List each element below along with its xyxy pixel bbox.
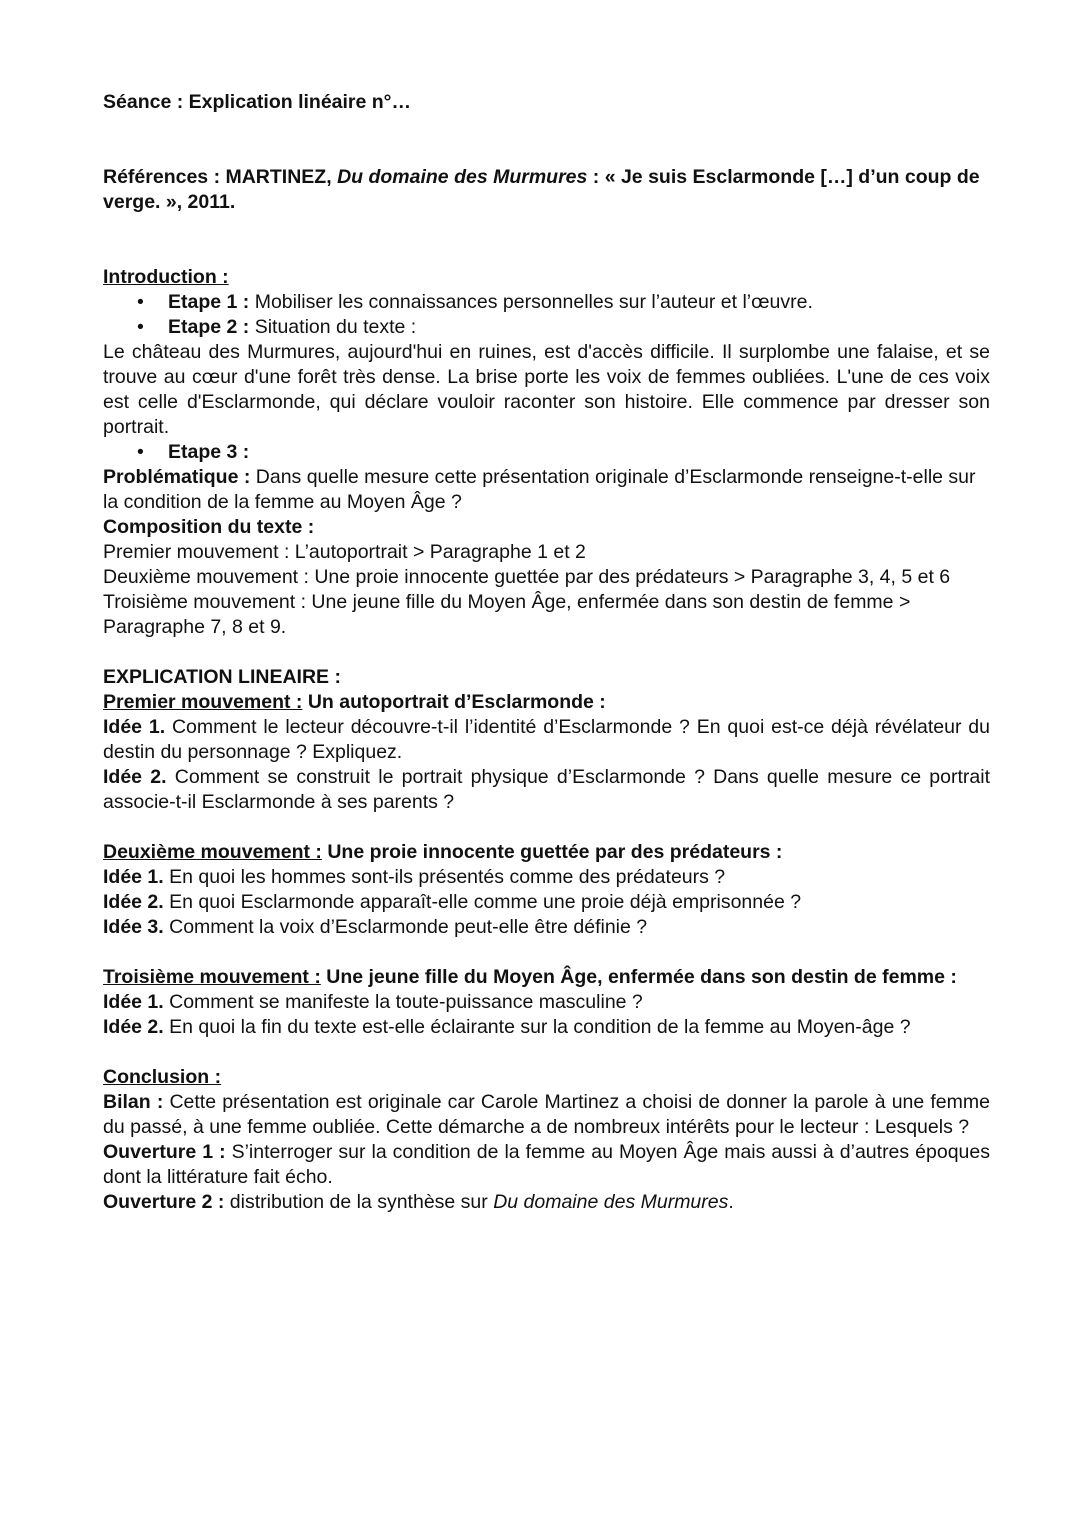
idee-item xyxy=(103,1015,990,1040)
etape-1-label: Etape 1 : xyxy=(168,291,250,313)
etape-1-text: Mobiliser les connaissances personnelles sur l’auteur et l’œuvre. xyxy=(249,291,813,313)
idee-label: Idée 2. xyxy=(103,766,167,788)
problematique-label: Problématique : xyxy=(103,466,251,488)
idee-text: Comment se manifeste la toute-puissance masculine ? xyxy=(163,991,643,1013)
etape-3 xyxy=(103,440,990,465)
idee-label: Idée 1. xyxy=(103,866,164,888)
introduction-heading: Introduction : xyxy=(103,266,229,288)
references xyxy=(103,165,990,215)
mouvement-1-heading xyxy=(103,690,990,715)
mouvement-3-title: Une jeune fille du Moyen Âge, enfermée dans son destin de femme : xyxy=(320,966,957,988)
etape-2 xyxy=(103,315,990,340)
idee-item xyxy=(103,865,990,890)
references-label: Références : MARTINEZ, xyxy=(103,166,338,188)
mouvement-1-label: Premier mouvement : xyxy=(103,691,303,713)
spacer xyxy=(103,1040,990,1065)
idee-label: Idée 1. xyxy=(103,716,166,738)
ouverture-2-text: distribution de la synthèse sur xyxy=(224,1191,494,1213)
idee-label: Idée 2. xyxy=(103,891,164,913)
idee-label: Idée 1. xyxy=(103,991,164,1013)
idee-text: En quoi Esclarmonde apparaît-elle comme une proie déjà emprisonnée ? xyxy=(163,891,802,913)
bullet-icon: • xyxy=(137,316,144,338)
mouvement-3-summary: Troisième mouvement : Une jeune fille du Moyen Âge, enfermée dans son destin de femme > Paragraphe 7, 8 et 9. xyxy=(103,591,911,638)
idee-label: Idée 3. xyxy=(103,916,164,938)
conclusion-heading: Conclusion : xyxy=(103,1066,222,1088)
spacer xyxy=(103,940,990,965)
mouvement-2-label: Deuxième mouvement : xyxy=(103,841,322,863)
idee-item xyxy=(103,715,990,765)
bilan-text: Cette présentation est originale car Carole Martinez a choisi de donner la parole à une femme du passé, à une femme oubliée. Cette démarche a de nombreux intérêts pour le lecteur : Lesquels ? xyxy=(103,1091,990,1138)
idee-text: Comment la voix d’Esclarmonde peut-elle être définie ? xyxy=(163,916,648,938)
introduction-steps xyxy=(103,290,990,340)
idee-item xyxy=(103,890,990,915)
mouvement-2-title: Une proie innocente guettée par des prédateurs : xyxy=(321,841,783,863)
introduction-steps-2 xyxy=(103,440,990,465)
problematique-text: Dans quelle mesure cette présentation originale d’Esclarmonde renseigne-t-elle sur la condition de la femme au Moyen Âge ? xyxy=(103,466,976,513)
bilan xyxy=(103,1090,990,1140)
ouverture-1-text: S’interroger sur la condition de la femme au Moyen Âge mais aussi à d’autres époques dont la littérature fait écho. xyxy=(103,1141,990,1188)
idee-item xyxy=(103,915,990,940)
mouvement-3-heading xyxy=(103,965,990,990)
composition-heading: Composition du texte : xyxy=(103,516,315,538)
ouverture-1 xyxy=(103,1140,990,1190)
bullet-icon: • xyxy=(137,441,144,463)
ouverture-1-label: Ouverture 1 : xyxy=(103,1141,226,1163)
idee-text: En quoi les hommes sont-ils présentés comme des prédateurs ? xyxy=(163,866,726,888)
ouverture-2-label: Ouverture 2 : xyxy=(103,1191,225,1213)
mouvement-3-label: Troisième mouvement : xyxy=(103,966,321,988)
idee-label: Idée 2. xyxy=(103,1016,164,1038)
situation-text: Le château des Murmures, aujourd'hui en ruines, est d'accès difficile. Il surplombe une falaise, et se trouve au cœur d'une forêt très dense. La brise porte les voix de femmes oubliées. L'une de ces voix est celle d'Esclarmonde, qui déclare vouloir raconter son histoire. Elle commence par dresser son portrait. xyxy=(103,341,990,438)
idee-text: En quoi la fin du texte est-elle éclairante sur la condition de la femme au Moyen-âge ? xyxy=(163,1016,911,1038)
mouvement-1-title: Un autoportrait d’Esclarmonde : xyxy=(302,691,606,713)
mouvement-2-heading xyxy=(103,840,990,865)
seance-title: Séance : Explication linéaire n°… xyxy=(103,91,411,113)
idee-item xyxy=(103,990,990,1015)
etape-2-text: Situation du texte : xyxy=(249,316,417,338)
references-title: Du domaine des Murmures xyxy=(337,166,588,188)
problematique xyxy=(103,465,990,515)
idee-text: Comment se construit le portrait physique d’Esclarmonde ? Dans quelle mesure ce portrait associe-t-il Esclarmonde à ses parents ? xyxy=(103,766,990,813)
references-rest: : « Je suis Esclarmonde […] d’un coup de verge. », 2011. xyxy=(103,166,980,213)
document-page xyxy=(103,90,990,1215)
bilan-label: Bilan : xyxy=(103,1091,164,1113)
ouverture-2-end: . xyxy=(728,1191,734,1213)
ouverture-2 xyxy=(103,1190,990,1215)
mouvement-1-summary: Premier mouvement : L’autoportrait > Paragraphe 1 et 2 xyxy=(103,541,586,563)
spacer xyxy=(103,640,990,665)
idee-text: Comment le lecteur découvre-t-il l’identité d’Esclarmonde ? En quoi est-ce déjà révélateur du destin du personnage ? Expliquez. xyxy=(103,716,990,763)
etape-2-label: Etape 2 : xyxy=(168,316,250,338)
etape-1 xyxy=(103,290,990,315)
idee-item xyxy=(103,765,990,815)
explication-heading: EXPLICATION LINEAIRE : xyxy=(103,666,341,688)
spacer xyxy=(103,815,990,840)
ouverture-2-title: Du domaine des Murmures xyxy=(493,1191,729,1213)
bullet-icon: • xyxy=(137,291,144,313)
mouvement-2-summary: Deuxième mouvement : Une proie innocente guettée par des prédateurs > Paragraphe 3, 4, 5 et 6 xyxy=(103,566,951,588)
etape-3-label: Etape 3 : xyxy=(168,441,250,463)
